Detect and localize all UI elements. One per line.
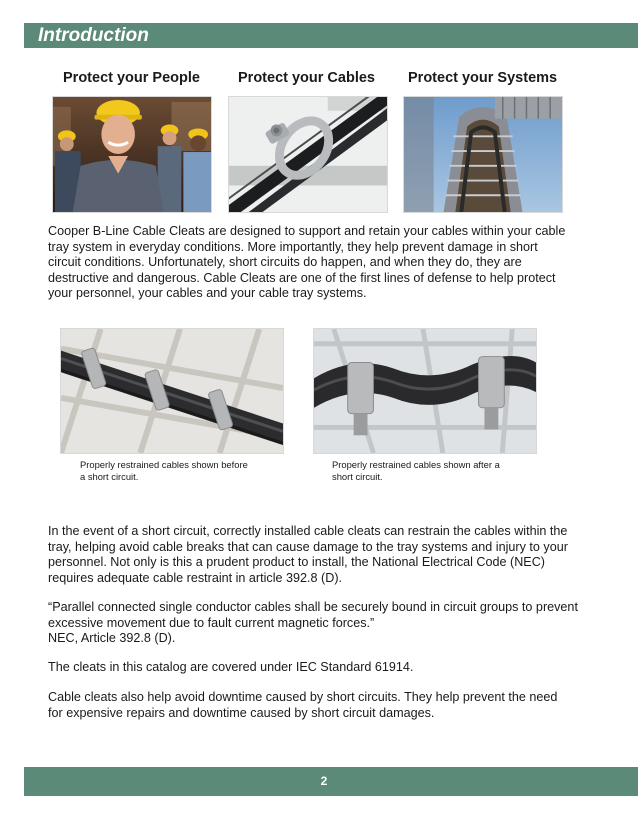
short-circuit-paragraph [48,524,588,586]
body-line: personnel. Not only is this a prudent product to install, the National Electrical Code (NEC) [48,555,545,570]
body-line: for expensive repairs and downtime caused by short circuit damages. [48,705,435,720]
section-title: Introduction [38,25,149,46]
heading-protect-cables: Protect your Cables [238,70,375,86]
heading-protect-systems: Protect your Systems [408,70,558,86]
body-line: In the event of a short circuit, correctly installed cable cleats can restrain the cables within the [48,524,568,538]
body-line: requires adequate cable restraint in article 392.8 (D). [48,570,343,585]
body-line: Cable cleats also help avoid downtime caused by short circuits. They help prevent the need [48,690,558,704]
downtime-paragraph [48,690,588,721]
body-line: The cleats in this catalog are covered under IEC Standard 61914. [48,660,414,674]
body-line: excessive movement due to fault current magnetic forces.” [48,615,375,630]
nec-quote-paragraph [48,600,588,647]
intro-line: Cooper B-Line Cable Cleats are designed to support and retain your cables within your cable [48,224,566,238]
iec-standard-paragraph [48,660,588,676]
intro-line: your personnel, your cables and your cable tray systems. [48,286,367,301]
caption-line: short circuit. [332,471,383,482]
caption-line: Properly restrained cables shown after a [332,459,500,470]
cables-before-short-circuit-photo [60,328,284,454]
section-header-bar [24,23,638,48]
cables-after-short-circuit-photo [313,328,537,454]
caption-after [332,459,500,483]
intro-line: destructive and dangerous. Cable Cleats are one of the first lines of defense to help protect [48,270,556,285]
caption-line: Properly restrained cables shown before [80,459,248,470]
footer-bar [24,767,638,796]
caption-line: a short circuit. [80,471,139,482]
body-line: NEC, Article 392.8 (D). [48,631,176,646]
workers-hard-hats-photo [52,96,212,213]
body-line: tray, helping avoid cable breaks that can cause damage to the tray systems and injury to your [48,539,568,554]
caption-before [80,459,248,483]
heading-protect-people: Protect your People [63,70,200,86]
cable-cleat-closeup-photo [228,96,388,213]
cable-tray-system-photo [403,96,563,213]
page-number: 2 [320,774,328,788]
body-line: “Parallel connected single conductor cables shall be securely bound in circuit groups to prevent [48,600,578,614]
intro-line: tray system in everyday conditions. More importantly, they help prevent damage in short [48,239,538,254]
intro-line: circuit conditions. Unfortunately, short circuits do happen, and when they do, they are [48,255,522,270]
intro-paragraph [48,224,588,302]
